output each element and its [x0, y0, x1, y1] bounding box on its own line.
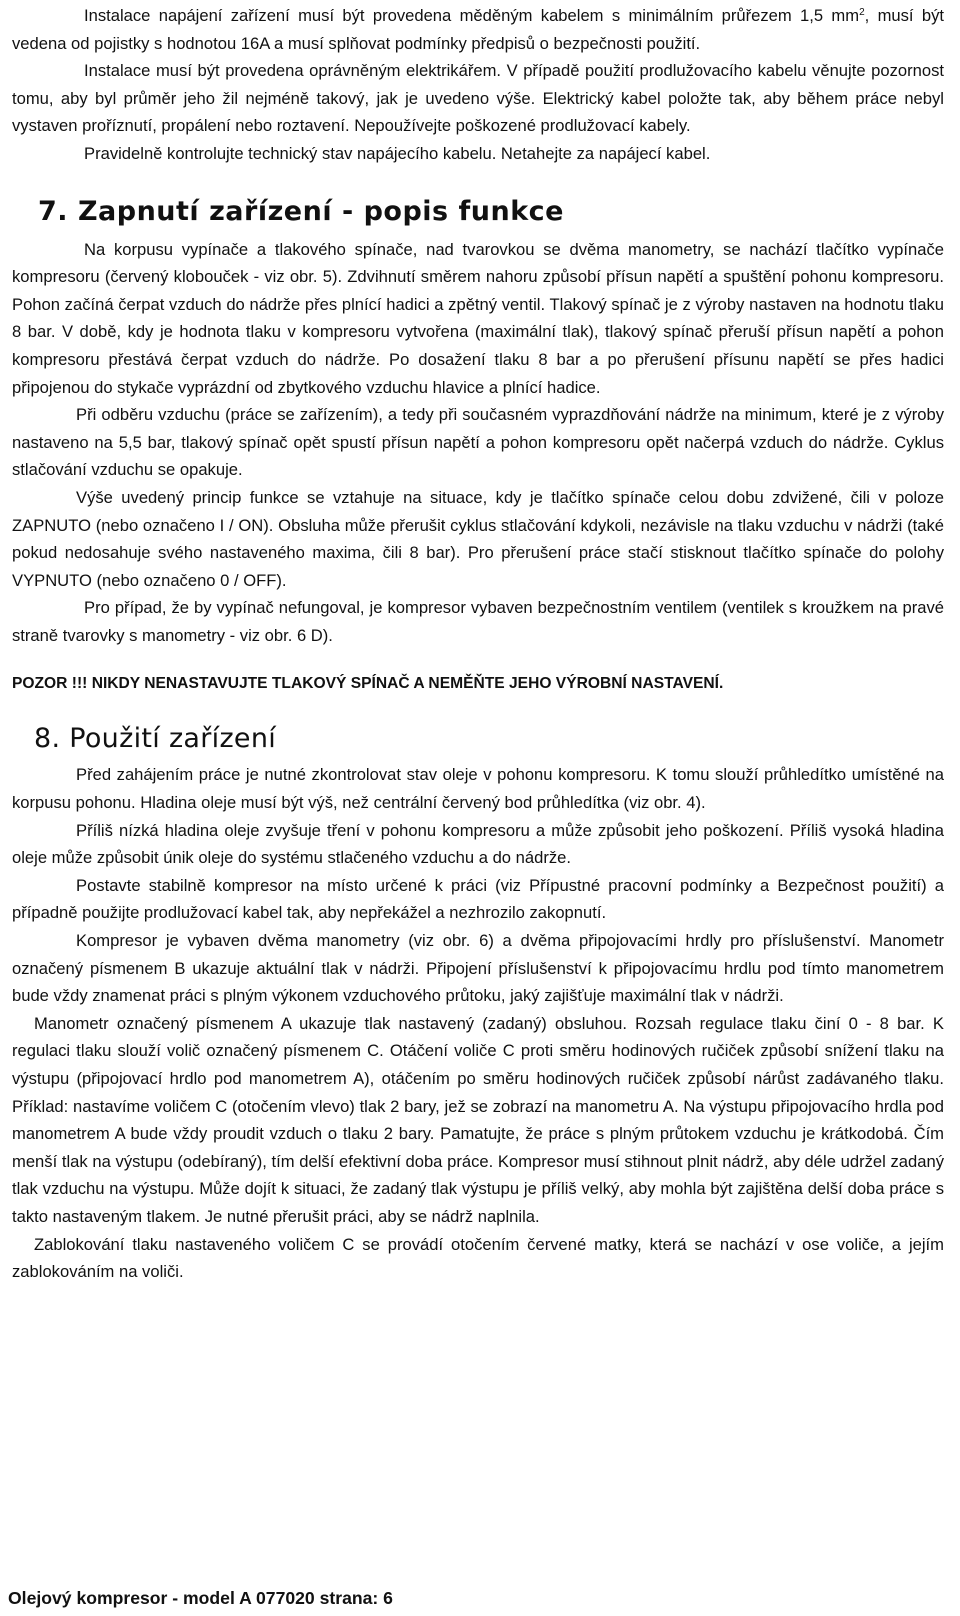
- paragraph: Příliš nízká hladina oleje zvyšuje tření v pohonu kompresoru a může způsobit jeho poškození. Příliš vysoká hladina oleje může způsobit únik oleje do systému stlačeného vzduchu a do nádrže.: [12, 820, 944, 868]
- paragraph: Kompresor je vybaven dvěma manometry (viz obr. 6) a dvěma připojovacími hrdly pro příslušenství. Manometr označený písmenem B ukazuje aktuální tlak v nádrži. Připojení příslušenství k připojovacímu hrdlu pod tímto manometrem bude vždy znamenat práci s plným výkonem vzduchového průtoku, jaký zajišťuje maximální tlak v nádrži.: [12, 931, 944, 1006]
- paragraph-electrician: Instalace musí být provedena oprávněným elektrikářem. V případě použití prodlužovacího kabelu věnujte pozornost tomu, aby byl průměr jeho žil nejméně takový, jak je uvedeno výše. Elektrický kabel položte tak, aby během práce nebyl vystaven proříznutí, propálení nebo roztavení. Nepoužívejte poškozené prodlužovací kabely.: [12, 61, 944, 136]
- paragraph: Manometr označený písmenem A ukazuje tlak nastavený (zadaný) obsluhou. Rozsah regulace tlaku činí 0 - 8 bar. K regulaci tlaku slouží volič označený písmenem C. Otáčení voliče C proti směru hodinových ručiček způsobí snížení tlaku na výstupu (připojovací hrdlo pod manometrem A), otáčením po směru hodinových ručiček způsobí nárůst zadávaného tlaku. Příklad: nastavíme voličem C (otočením vlevo) tlak 2 bary, jež se zobrazí na manometru A. Na výstupu připojovacího hrdla pod manometrem A bude vždy proudit vzduch o tlaku 2 bary. Pamatujte, že práce s plným průtokem vzduchu je krátkodobá. Čím menší tlak na výstupu (odebíraný), tím delší efektivní doba práce. Kompresor musí stihnout plnit nádrž, aby déle udržel zadaný tlak vzduchu na výstupu. Může dojít k situaci, že zadaný tlak výstupu je příliš velký, aby mohla být zajištěna delší doba práce s takto nastaveným tlakem. Je nutné přerušit práci, aby se nádrž naplnila.: [12, 1013, 944, 1226]
- installation-notes: [12, 0, 944, 168]
- superscript: 2: [859, 7, 865, 18]
- paragraph-cable-check: Pravidelně kontrolujte technický stav napájecího kabelu. Netahejte za napájecí kabel.: [84, 143, 711, 163]
- paragraph: Na korpusu vypínače a tlakového spínače, nad tvarovkou se dvěma manometry, se nachází tlačítko vypínače kompresoru (červený klobouček - viz obr. 5). Zdvihnutí směrem nahoru způsobí přísun napětí a spuštění pohonu kompresoru. Pohon začíná čerpat vzduch do nádrže přes plnící hadici a zpětný ventil. Tlakový spínač je z výroby nastaven na hodnotu tlaku 8 bar. V době, kdy je hodnota tlaku v kompresoru vytvořena (maximální tlak), tlakový spínač přeruší přísun napětí a pohon kompresoru přestává čerpat vzduch do nádrže. Po dosažení tlaku 8 bar a po přerušení přísunu napětí se přes hadici připojenou do stykače vyprázdní od zbytkového vzduchu hlavice a plnící hadice.: [12, 239, 944, 397]
- paragraph: Při odběru vzduchu (práce se zařízením), a tedy při současném vyprazdňování nádrže na minimum, které je z výroby nastaveno na 5,5 bar, tlakový spínač opět spustí přísun napětí a pohon kompresoru opět načerpá vzduch do nádrže. Cyklus stlačování vzduchu se opakuje.: [12, 405, 944, 480]
- section-heading-8: 8. Použití zařízení: [34, 723, 277, 755]
- paragraph: Výše uvedený princip funkce se vztahuje na situace, kdy je tlačítko spínače celou dobu zdvižené, čili v poloze ZAPNUTO (nebo označeno I / ON). Obsluha může přerušit cyklus stlačování kdykoli, nezávisle na tlaku vzduchu v nádrži (také pokud nedosahuje svého nastaveného maxima, čili 8 bar). Pro přerušení práce stačí stisknout tlačítko spínače do polohy VYPNUTO (nebo označeno 0 / OFF).: [12, 487, 944, 590]
- text-run: , musí být vedena od pojistky s hodnotou 16A a musí splňovat podmínky předpisů o bezpečnosti použití.: [12, 6, 944, 53]
- paragraph: Pro případ, že by vypínač nefungoval, je kompresor vybaven bezpečnostním ventilem (ventilek s kroužkem na pravé straně tvarovky s manometry - viz obr. 6 D).: [12, 598, 944, 645]
- section-7-body: [12, 236, 944, 696]
- section-heading-7: 7. Zapnutí zařízení - popis funkce: [38, 195, 564, 227]
- paragraph-cable-requirements: [12, 2, 944, 57]
- section-8-body: [12, 761, 944, 1285]
- text-run: Instalace napájení zařízení musí být provedena měděným kabelem s minimálním průřezem 1,5 mm: [84, 6, 860, 25]
- paragraph: Před zahájením práce je nutné zkontrolovat stav oleje v pohonu kompresoru. K tomu slouží průhledítko umístěné na korpusu pohonu. Hladina oleje musí být výš, než centrální červený bod průhledítka (viz obr. 4).: [12, 765, 944, 813]
- warning-notice: POZOR !!! NIKDY NENASTAVUJTE TLAKOVÝ SPÍNAČ A NEMĚŇTE JEHO VÝROBNÍ NASTAVENÍ.: [12, 675, 724, 693]
- paragraph: Zablokování tlaku nastaveného voličem C se provádí otočením červené matky, která se nachází v ose voliče, a jejím zablokováním na voliči.: [12, 1234, 944, 1282]
- page-footer: Olejový kompresor - model A 077020 strana: 6: [8, 1588, 393, 1608]
- paragraph: Postavte stabilně kompresor na místo určené k práci (viz Přípustné pracovní podmínky a Bezpečnost použití) a případně použijte prodlužovací kabel tak, aby nepřekážel a nezhrozilo zakopnutí.: [12, 875, 944, 923]
